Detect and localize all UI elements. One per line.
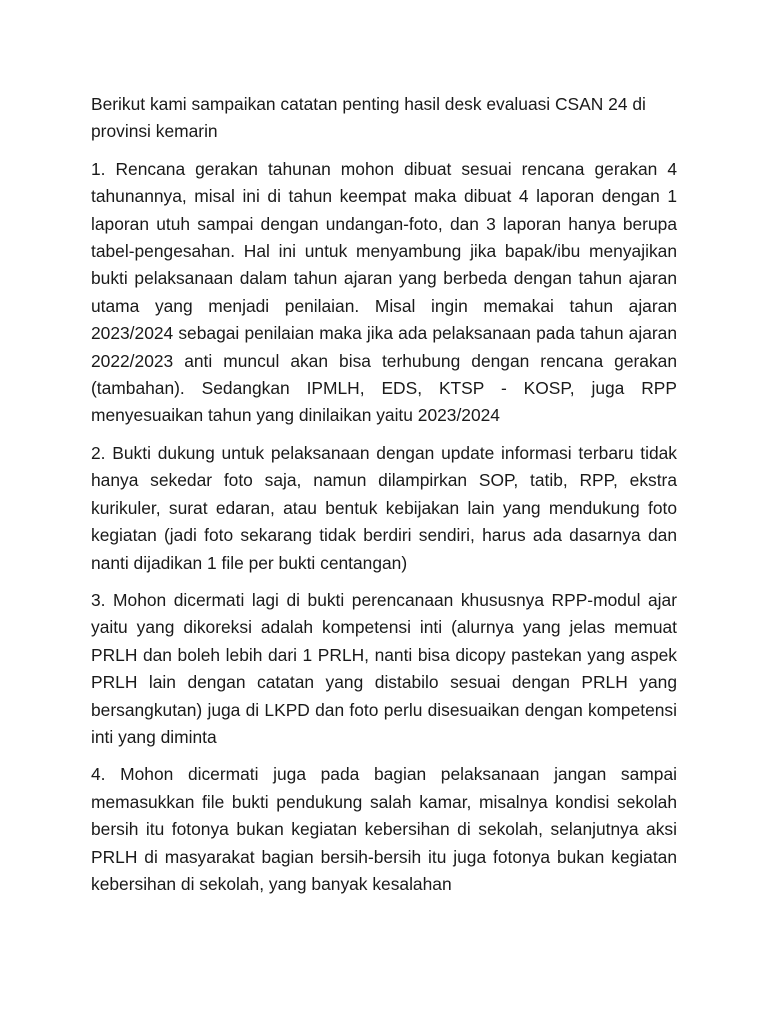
point-4-paragraph: 4. Mohon dicermati juga pada bagian pelaksanaan jangan sampai memasukkan file bukti pendukung salah kamar, misalnya kondisi sekolah bersih itu fotonya bukan kegiatan kebersihan di sekolah, selanjutnya aksi PRLH di masyarakat bagian bersih-bersih itu juga fotonya bukan kegiatan kebersihan di sekolah, yang banyak kesalahan <box>91 764 677 894</box>
point-3-paragraph: 3. Mohon dicermati lagi di bukti perencanaan khususnya RPP-modul ajar yaitu yang dikoreksi adalah kompetensi inti (alurnya yang jelas memuat PRLH dan boleh lebih dari 1 PRLH, nanti bisa dicopy pastekan yang aspek PRLH lain dengan catatan yang distabilo sesuai dengan PRLH yang bersangkutan) juga di LKPD dan foto perlu disesuaikan dengan kompetensi inti yang diminta <box>91 589 677 747</box>
document-page <box>91 91 677 908</box>
point-1-paragraph: 1. Rencana gerakan tahunan mohon dibuat sesuai rencana gerakan 4 tahunannya, misal ini di tahun keempat maka dibuat 4 laporan dengan 1 laporan utuh sampai dengan undangan-foto, dan 3 laporan hanya berupa tabel-pengesahan. Hal ini untuk menyambung jika bapak/ibu menyajikan bukti pelaksanaan dalam tahun ajaran yang berbeda dengan tahun ajaran utama yang menjadi penilaian. Misal ingin memakai tahun ajaran 2023/2024 sebagai penilaian maka jika ada pelaksanaan pada tahun ajaran 2022/2023 anti muncul akan bisa terhubung dengan rencana gerakan (tambahan). Sedangkan IPMLH, EDS, KTSP - KOSP, juga RPP menyesuaikan tahun yang dinilaikan yaitu 2023/2024 <box>91 158 677 426</box>
point-2-paragraph: 2. Bukti dukung untuk pelaksanaan dengan update informasi terbaru tidak hanya sekedar foto saja, namun dilampirkan SOP, tatib, RPP, ekstra kurikuler, surat edaran, atau bentuk kebijakan lain yang mendukung foto kegiatan (jadi foto sekarang tidak berdiri sendiri, harus ada dasarnya dan nanti dijadikan 1 file per bukti centangan) <box>91 442 677 573</box>
intro-paragraph: Berikut kami sampaikan catatan penting hasil desk evaluasi CSAN 24 di provinsi kemarin <box>91 94 646 142</box>
